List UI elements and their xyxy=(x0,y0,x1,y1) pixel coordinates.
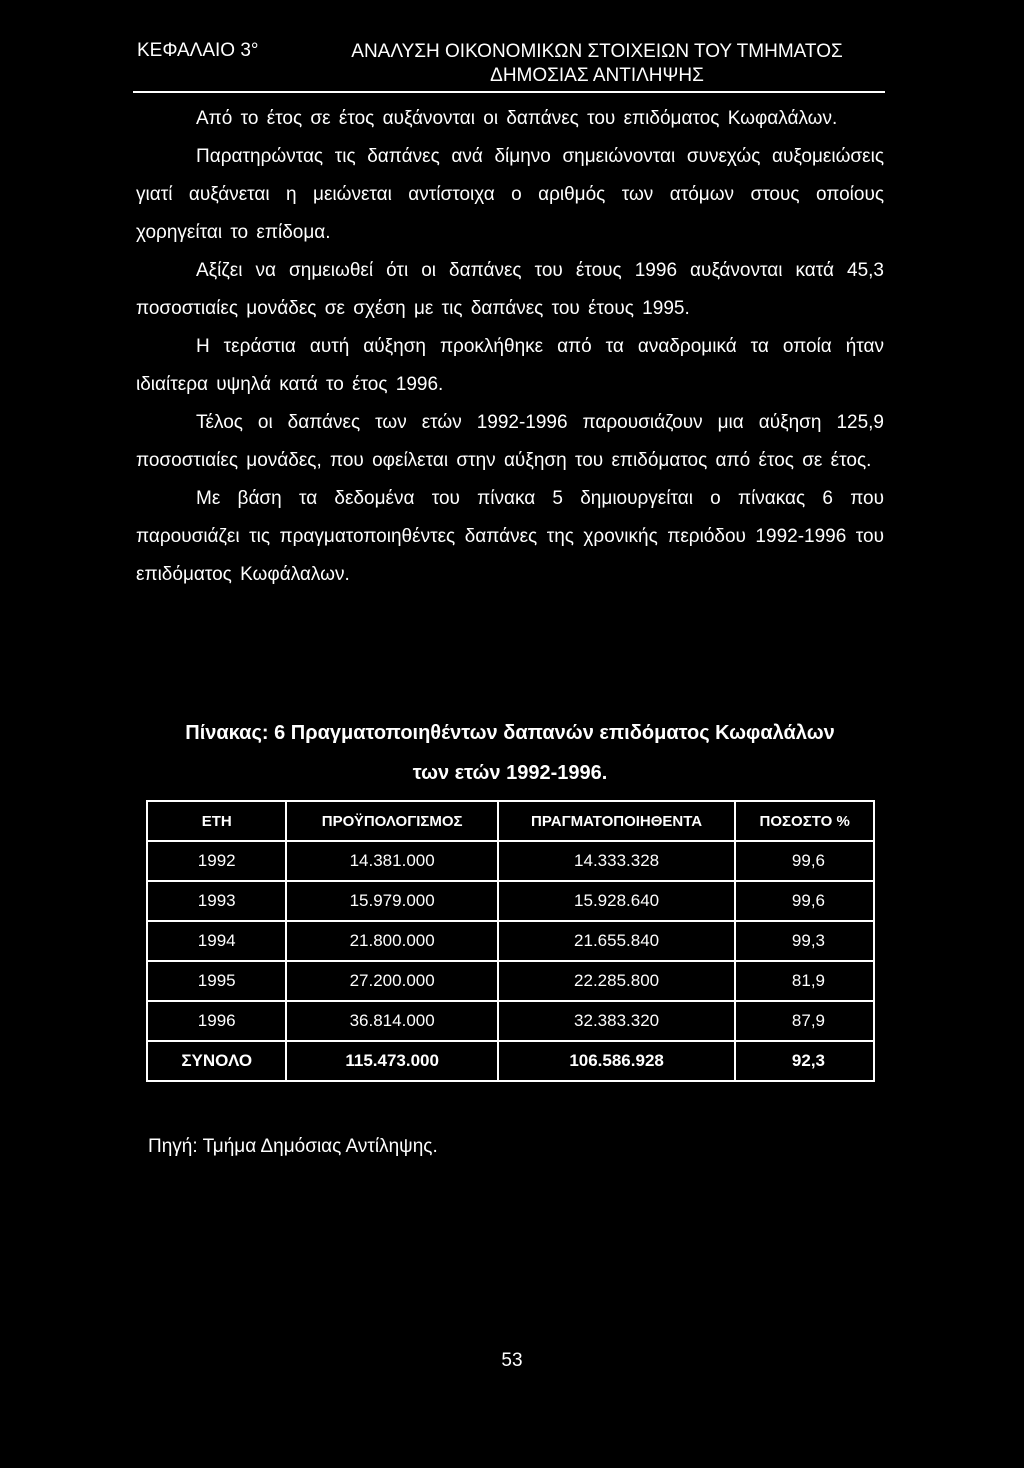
total-percentage: 92,3 xyxy=(735,1041,874,1081)
cell-percentage: 81,9 xyxy=(735,961,874,1001)
cell-budget: 36.814.000 xyxy=(286,1001,497,1041)
cell-year: 1992 xyxy=(147,841,286,881)
header-percentage: ΠΟΣΟΣΤΟ % xyxy=(735,801,874,841)
header-years: ΕΤΗ xyxy=(147,801,286,841)
table-caption-line-1: Πίνακας: 6 Πραγματοποιηθέντων δαπανών επιδόματος Κωφαλάλων xyxy=(185,722,835,744)
cell-realized: 32.383.320 xyxy=(498,1001,735,1041)
table-caption-line-2: των ετών 1992-1996. xyxy=(412,762,608,784)
page-header xyxy=(133,37,885,93)
cell-budget: 14.381.000 xyxy=(286,841,497,881)
header-realized: ΠΡΑΓΜΑΤΟΠΟΙΗΘΕΝΤΑ xyxy=(498,801,735,841)
chapter-title-line-1: ΑΝΑΛΥΣΗ ΟΙΚΟΝΟΜΙΚΩΝ ΣΤΟΙΧΕΙΩΝ ΤΟΥ ΤΜΗΜΑΤΟΣ xyxy=(351,41,843,62)
header-budget: ΠΡΟΫΠΟΛΟΓΙΣΜΟΣ xyxy=(286,801,497,841)
cell-percentage: 87,9 xyxy=(735,1001,874,1041)
cell-percentage: 99,3 xyxy=(735,921,874,961)
total-budget: 115.473.000 xyxy=(286,1041,497,1081)
table-header-row xyxy=(147,801,874,841)
table-total-row xyxy=(147,1041,874,1081)
body-text xyxy=(136,100,884,594)
source-note: Πηγή: Τμήμα Δημόσιας Αντίληψης. xyxy=(148,1136,438,1157)
cell-year: 1994 xyxy=(147,921,286,961)
cell-realized: 14.333.328 xyxy=(498,841,735,881)
table-row xyxy=(147,841,874,881)
paragraph: Με βάση τα δεδομένα του πίνακα 5 δημιουργείται ο πίνακας 6 που παρουσιάζει τις πραγματοποιηθέντες δαπάνες της χρονικής περιόδου 1992-1996 του επιδόματος Κωφάλαλων. xyxy=(136,488,884,585)
page-number: 53 xyxy=(501,1350,523,1371)
chapter-title xyxy=(309,40,885,88)
table-row xyxy=(147,881,874,921)
cell-budget: 21.800.000 xyxy=(286,921,497,961)
expenses-table xyxy=(146,800,875,1082)
cell-realized: 15.928.640 xyxy=(498,881,735,921)
paragraph: Αξίζει να σημειωθεί ότι οι δαπάνες του έτους 1996 αυξάνονται κατά 45,3 ποσοστιαίες μονάδες σε σχέση με τις δαπάνες του έτους 1995. xyxy=(136,260,884,319)
cell-budget: 27.200.000 xyxy=(286,961,497,1001)
paragraph: Τέλος οι δαπάνες των ετών 1992-1996 παρουσιάζουν μια αύξηση 125,9 ποσοστιαίες μονάδες, που οφείλεται στην αύξηση του επιδόματος από έτος σε έτος. xyxy=(136,412,884,471)
cell-year: 1995 xyxy=(147,961,286,1001)
total-label: ΣΥΝΟΛΟ xyxy=(147,1041,286,1081)
cell-budget: 15.979.000 xyxy=(286,881,497,921)
table-row xyxy=(147,961,874,1001)
cell-realized: 21.655.840 xyxy=(498,921,735,961)
paragraph: Από το έτος σε έτος αυξάνονται οι δαπάνες του επιδόματος Κωφαλάλων. xyxy=(196,108,838,129)
paragraph: Η τεράστια αυτή αύξηση προκλήθηκε από τα αναδρομικά τα οποία ήταν ιδιαίτερα υψηλά κατά το έτος 1996. xyxy=(136,336,884,395)
cell-percentage: 99,6 xyxy=(735,881,874,921)
total-realized: 106.586.928 xyxy=(498,1041,735,1081)
table-row xyxy=(147,921,874,961)
paragraph: Παρατηρώντας τις δαπάνες ανά δίμηνο σημειώνονται συνεχώς αυξομειώσεις γιατί αυξάνεται η μειώνεται αντίστοιχα ο αριθμός των ατόμων στους οποίους χορηγείται το επίδομα. xyxy=(136,146,884,243)
table-caption xyxy=(136,713,884,793)
table-row xyxy=(147,1001,874,1041)
cell-year: 1993 xyxy=(147,881,286,921)
cell-percentage: 99,6 xyxy=(735,841,874,881)
chapter-label: ΚΕΦΑΛΑΙΟ 3° xyxy=(137,40,259,61)
chapter-title-line-2: ΔΗΜΟΣΙΑΣ ΑΝΤΙΛΗΨΗΣ xyxy=(490,65,704,86)
cell-year: 1996 xyxy=(147,1001,286,1041)
cell-realized: 22.285.800 xyxy=(498,961,735,1001)
